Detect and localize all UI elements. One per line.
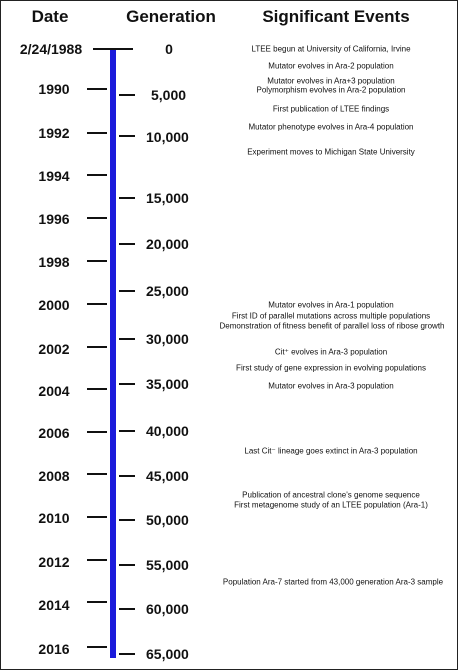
date-label: 2016 [38, 641, 70, 657]
generation-tick [119, 653, 135, 655]
date-label: 2012 [38, 554, 70, 570]
date-label: 2010 [38, 510, 70, 526]
date-tick [87, 174, 107, 176]
date-tick [87, 132, 107, 134]
date-label: 1990 [38, 81, 70, 97]
events-header: Significant Events [262, 7, 410, 26]
event-text: First ID of parallel mutations across multiple populations [231, 311, 431, 321]
date-tick [87, 473, 107, 475]
date-tick [87, 601, 107, 603]
generation-tick [119, 94, 135, 96]
date-tick [87, 388, 107, 390]
date-tick [87, 260, 107, 262]
date-label: 2002 [38, 341, 70, 357]
date-tick [87, 217, 107, 219]
generation-tick [119, 197, 135, 199]
date-tick [87, 431, 107, 433]
generation-tick [119, 383, 135, 385]
date-label: 2008 [38, 468, 70, 484]
date-tick [87, 559, 107, 561]
event-text: Mutator evolves in Ara-2 population [268, 61, 394, 71]
event-text: Population Ara-7 started from 43,000 generation Ara-3 sample [222, 577, 444, 587]
generation-tick [119, 519, 135, 521]
generation-label: 30,000 [146, 331, 189, 347]
generation-tick [119, 338, 135, 340]
generation-label: 50,000 [146, 512, 189, 528]
date-tick [87, 646, 107, 648]
event-text: Mutator evolves in Ara-3 population [268, 381, 394, 391]
generation-label: 15,000 [146, 190, 189, 206]
timeline-start-tick [93, 48, 133, 50]
date-label: 1992 [38, 125, 70, 141]
generation-label: 0 [165, 41, 173, 57]
generation-label: 40,000 [146, 423, 189, 439]
event-text: First metagenome study of an LTEE population (Ara-1) [234, 500, 428, 510]
generation-label: 25,000 [146, 283, 189, 299]
generation-label: 55,000 [146, 557, 189, 573]
event-text: Mutator phenotype evolves in Ara-4 population [248, 122, 414, 132]
generation-header: Generation [126, 7, 216, 26]
generation-tick [119, 243, 135, 245]
generation-tick [119, 430, 135, 432]
date-label: 1998 [38, 254, 70, 270]
event-text: Publication of ancestral clone's genome sequence [242, 490, 420, 500]
generation-tick [119, 608, 135, 610]
event-text: Polymorphism evolves in Ara-2 population [256, 85, 406, 95]
timeline-axis [110, 48, 116, 658]
generation-label: 60,000 [146, 601, 189, 617]
generation-tick [119, 135, 135, 137]
generation-label: 45,000 [146, 468, 189, 484]
date-label: 2/24/1988 [19, 41, 83, 57]
date-tick [87, 303, 107, 305]
date-label: 2006 [38, 425, 70, 441]
date-tick [87, 516, 107, 518]
generation-label: 65,000 [146, 646, 189, 662]
generation-label: 20,000 [146, 236, 189, 252]
generation-label: 10,000 [146, 129, 189, 145]
date-label: 2000 [38, 297, 70, 313]
generation-tick [119, 475, 135, 477]
generation-label: 5,000 [151, 87, 187, 103]
date-label: 1994 [38, 168, 70, 184]
generation-tick [119, 564, 135, 566]
event-text: Mutator evolves in Ara-1 population [268, 300, 394, 310]
date-label: 2014 [38, 597, 70, 613]
event-text: Cit⁺ evolves in Ara-3 population [274, 347, 388, 357]
date-tick [87, 88, 107, 90]
event-text: First publication of LTEE findings [272, 104, 390, 114]
event-text: First study of gene expression in evolving populations [236, 363, 426, 373]
date-tick [87, 346, 107, 348]
event-text: LTEE begun at University of California, Irvine [251, 44, 411, 54]
generation-tick [119, 290, 135, 292]
generation-label: 35,000 [146, 376, 189, 392]
date-label: 1996 [38, 211, 70, 227]
date-header: Date [31, 7, 69, 26]
date-label: 2004 [38, 383, 70, 399]
event-text: Mutator evolves in Ara+3 population [267, 76, 395, 86]
event-text: Demonstration of fitness benefit of parallel loss of ribose growth [219, 321, 445, 331]
event-text: Experiment moves to Michigan State University [247, 147, 415, 157]
event-text: Last Cit⁻ lineage goes extinct in Ara-3 population [244, 446, 418, 456]
